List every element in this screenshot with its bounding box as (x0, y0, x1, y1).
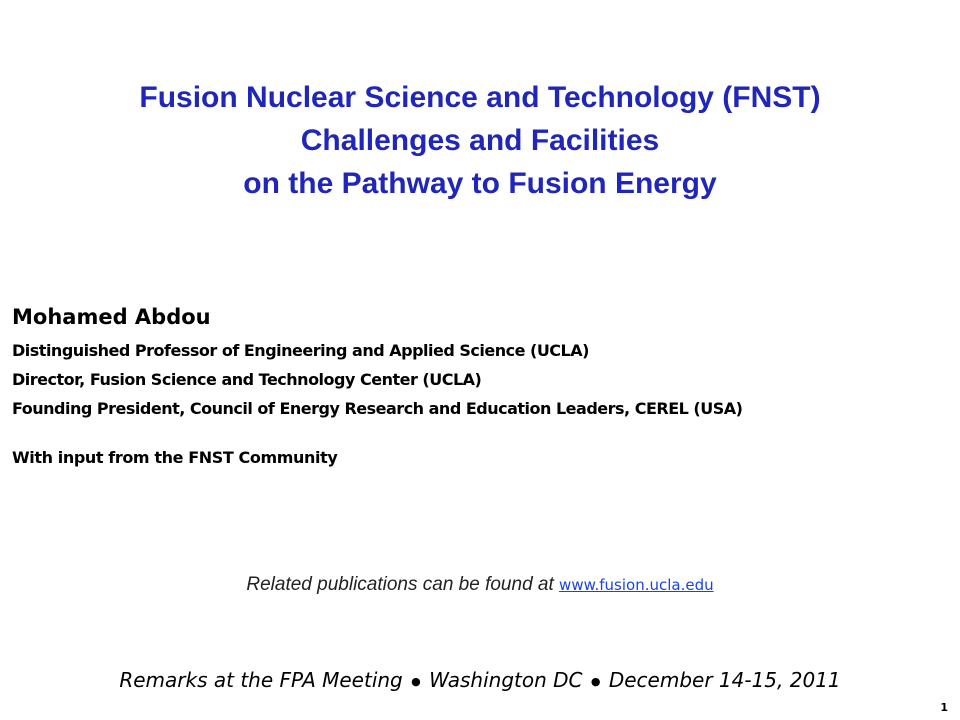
input-note: With input from the FNST Community (12, 448, 338, 467)
title-line-1: Fusion Nuclear Science and Technology (FNST) (139, 81, 821, 114)
publications-note (0, 574, 960, 596)
remarks-location: Washington DC (429, 668, 583, 692)
author-block (12, 302, 952, 472)
affiliation-line-1: Distinguished Professor of Engineering and Applied Science (UCLA) (12, 341, 589, 360)
remarks-event: Remarks at the FPA Meeting (119, 668, 403, 692)
bullet-separator: ● (411, 675, 421, 688)
affiliation-line-2: Director, Fusion Science and Technology Center (UCLA) (12, 370, 482, 389)
publications-text: Related publications can be found at (246, 574, 560, 595)
affiliation-line-3: Founding President, Council of Energy Research and Education Leaders, CEREL (USA) (12, 399, 743, 418)
title-line-2: Challenges and Facilities (300, 124, 660, 157)
slide-title (0, 76, 960, 205)
author-name: Mohamed Abdou (12, 305, 211, 329)
page-number: 1 (940, 701, 948, 714)
remarks-date: December 14-15, 2011 (608, 668, 841, 692)
publications-link[interactable]: www.fusion.ucla.edu (559, 576, 714, 594)
remarks-line (0, 668, 960, 692)
bullet-separator: ● (590, 675, 601, 688)
title-line-3: on the Pathway to Fusion Energy (243, 167, 717, 200)
